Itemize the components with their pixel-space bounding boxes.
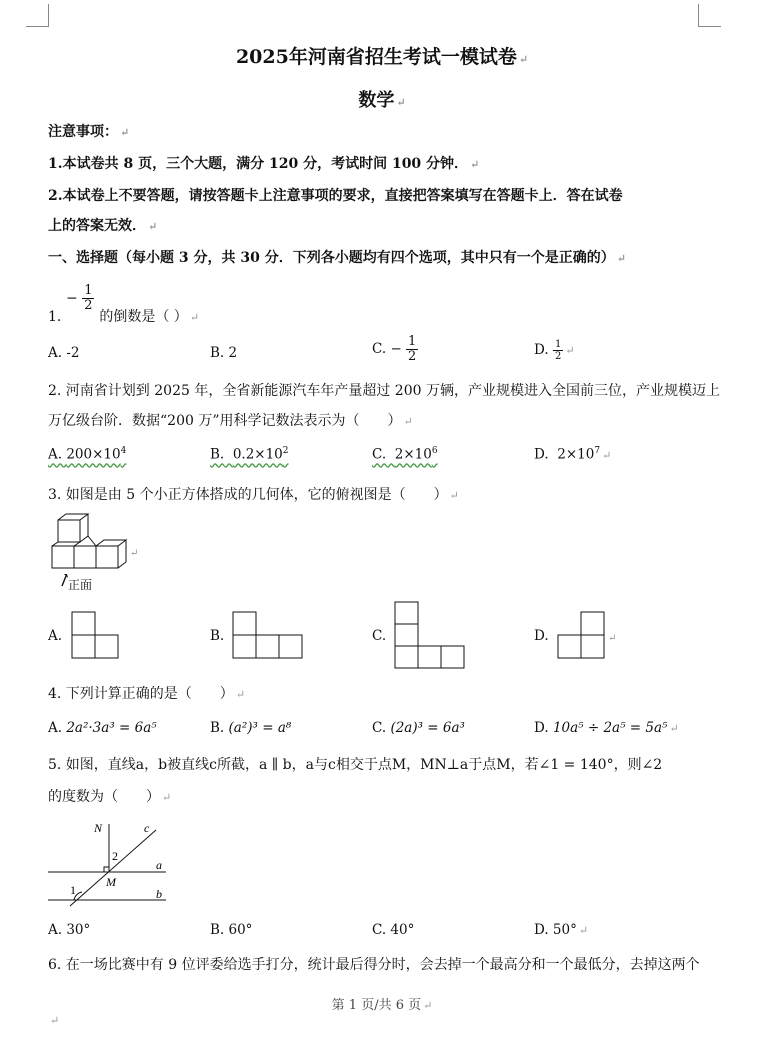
q2-stem-line-1: 2. 河南省计划到 2025 年，全省新能源汽车年产量超过 200 万辆，产业规模进入全国前三位，产业规模迈上: [48, 383, 720, 399]
crop-mark-top-right: [698, 4, 721, 27]
q3-option-d-figure: [558, 611, 620, 659]
q3-front-label: 正面: [68, 578, 93, 592]
crop-mark-top-left: [26, 4, 49, 27]
q4-option-b: B. (a²)³ = a⁸: [210, 720, 292, 736]
svg-text:↵: ↵: [130, 548, 139, 559]
q1-option-d: D. $\frac{1}{2}$ ↵: [534, 339, 575, 362]
q5-geometry-figure: [46, 816, 186, 908]
q4-stem: 4. 下列计算正确的是（ ） ↵: [48, 686, 246, 702]
q3-option-a-label: A.: [48, 628, 63, 644]
q3-option-c-figure: [395, 601, 467, 669]
q5-stem-line-2: 的度数为（ ） ↵: [48, 789, 172, 805]
q1-option-b: B. 2: [210, 345, 238, 361]
label-c: c: [144, 821, 150, 835]
q3-option-c-label: C.: [372, 628, 387, 644]
page-footer: 第 1 页/共 6 页 ↵: [331, 998, 433, 1013]
q2-option-a: A. $200\times 10^4$: [48, 446, 127, 463]
label-M: M: [106, 875, 116, 889]
notice-item-1: 1.本试卷共 8 页，三个大题，满分 120 分，考试时间 100 分钟． ↵: [48, 156, 480, 172]
q4-option-a: A. 2a²·3a³ = 6a⁵: [48, 720, 157, 736]
q3-option-b-label: B.: [210, 628, 225, 644]
q2-stem-line-2: 万亿级台阶．数据“200 万”用科学记数法表示为（ ） ↵: [48, 413, 413, 429]
q1-option-a: A. -2: [48, 345, 80, 361]
notice-item-2-cont: 上的答案无效． ↵: [48, 218, 158, 234]
q4-option-c: C. (2a)³ = 6a³: [372, 720, 465, 736]
notice-item-2: 2.本试卷上不要答题，请按答题卡上注意事项的要求，直接把答案填写在答题卡上．答在试卷: [48, 188, 623, 204]
q3-option-d-label: D.: [534, 628, 549, 644]
label-N: N: [94, 821, 103, 835]
q2-option-c: C. $2\times 10^6$: [372, 446, 438, 463]
q2-option-b: B. $0.2\times 10^2$: [210, 446, 289, 463]
label-b: b: [156, 887, 162, 901]
label-1: 1: [70, 883, 76, 897]
section-1-title: 一、选择题（每小题 3 分，共 30 分．下列各小题均有四个选项，其中只有一个是正确的） ↵: [48, 250, 626, 266]
q3-stem: 3. 如图是由 5 个小正方体搭成的几何体，它的俯视图是（ ） ↵: [48, 487, 459, 503]
q2-option-d: D. $2\times 10^7$ ↵: [534, 446, 612, 463]
q3-option-b-figure: [233, 611, 305, 659]
exam-subject: 数学 ↵: [358, 90, 406, 111]
label-2: 2: [112, 849, 118, 863]
paragraph-mark: ↵: [50, 1014, 60, 1027]
q3-option-a-figure: [72, 611, 122, 659]
q6-stem-line-1: 6. 在一场比赛中有 9 位评委给选手打分，统计最后得分时，会去掉一个最高分和一个最低分，去掉这两个: [48, 957, 700, 973]
q5-stem-line-1: 5. 如图，直线a，b被直线c所截，a ∥ b，a与c相交于点M，MN⊥a于点M，若∠1 = 140°，则∠2: [48, 757, 663, 773]
q1-stem: 1. 的倒数是（ ） ↵: [48, 309, 200, 325]
q5-option-d: D. 50° ↵: [534, 922, 589, 938]
q5-option-b: B. 60°: [210, 922, 253, 938]
q4-option-d: D. 10a⁵ ÷ 2a⁵ = 5a⁵ ↵: [534, 720, 679, 736]
q1-option-c: C. − $\frac{1}{2}$: [372, 334, 417, 364]
label-a: a: [156, 858, 162, 872]
q5-option-c: C. 40°: [372, 922, 415, 938]
notice-heading: 注意事项： ↵: [48, 124, 130, 140]
exam-title: 2025年河南省招生考试一模试卷 ↵: [235, 46, 529, 68]
q1-fraction: − $\frac{1}{2}$: [66, 283, 93, 313]
svg-text:↵: ↵: [608, 633, 617, 644]
q5-option-a: A. 30°: [48, 922, 91, 938]
